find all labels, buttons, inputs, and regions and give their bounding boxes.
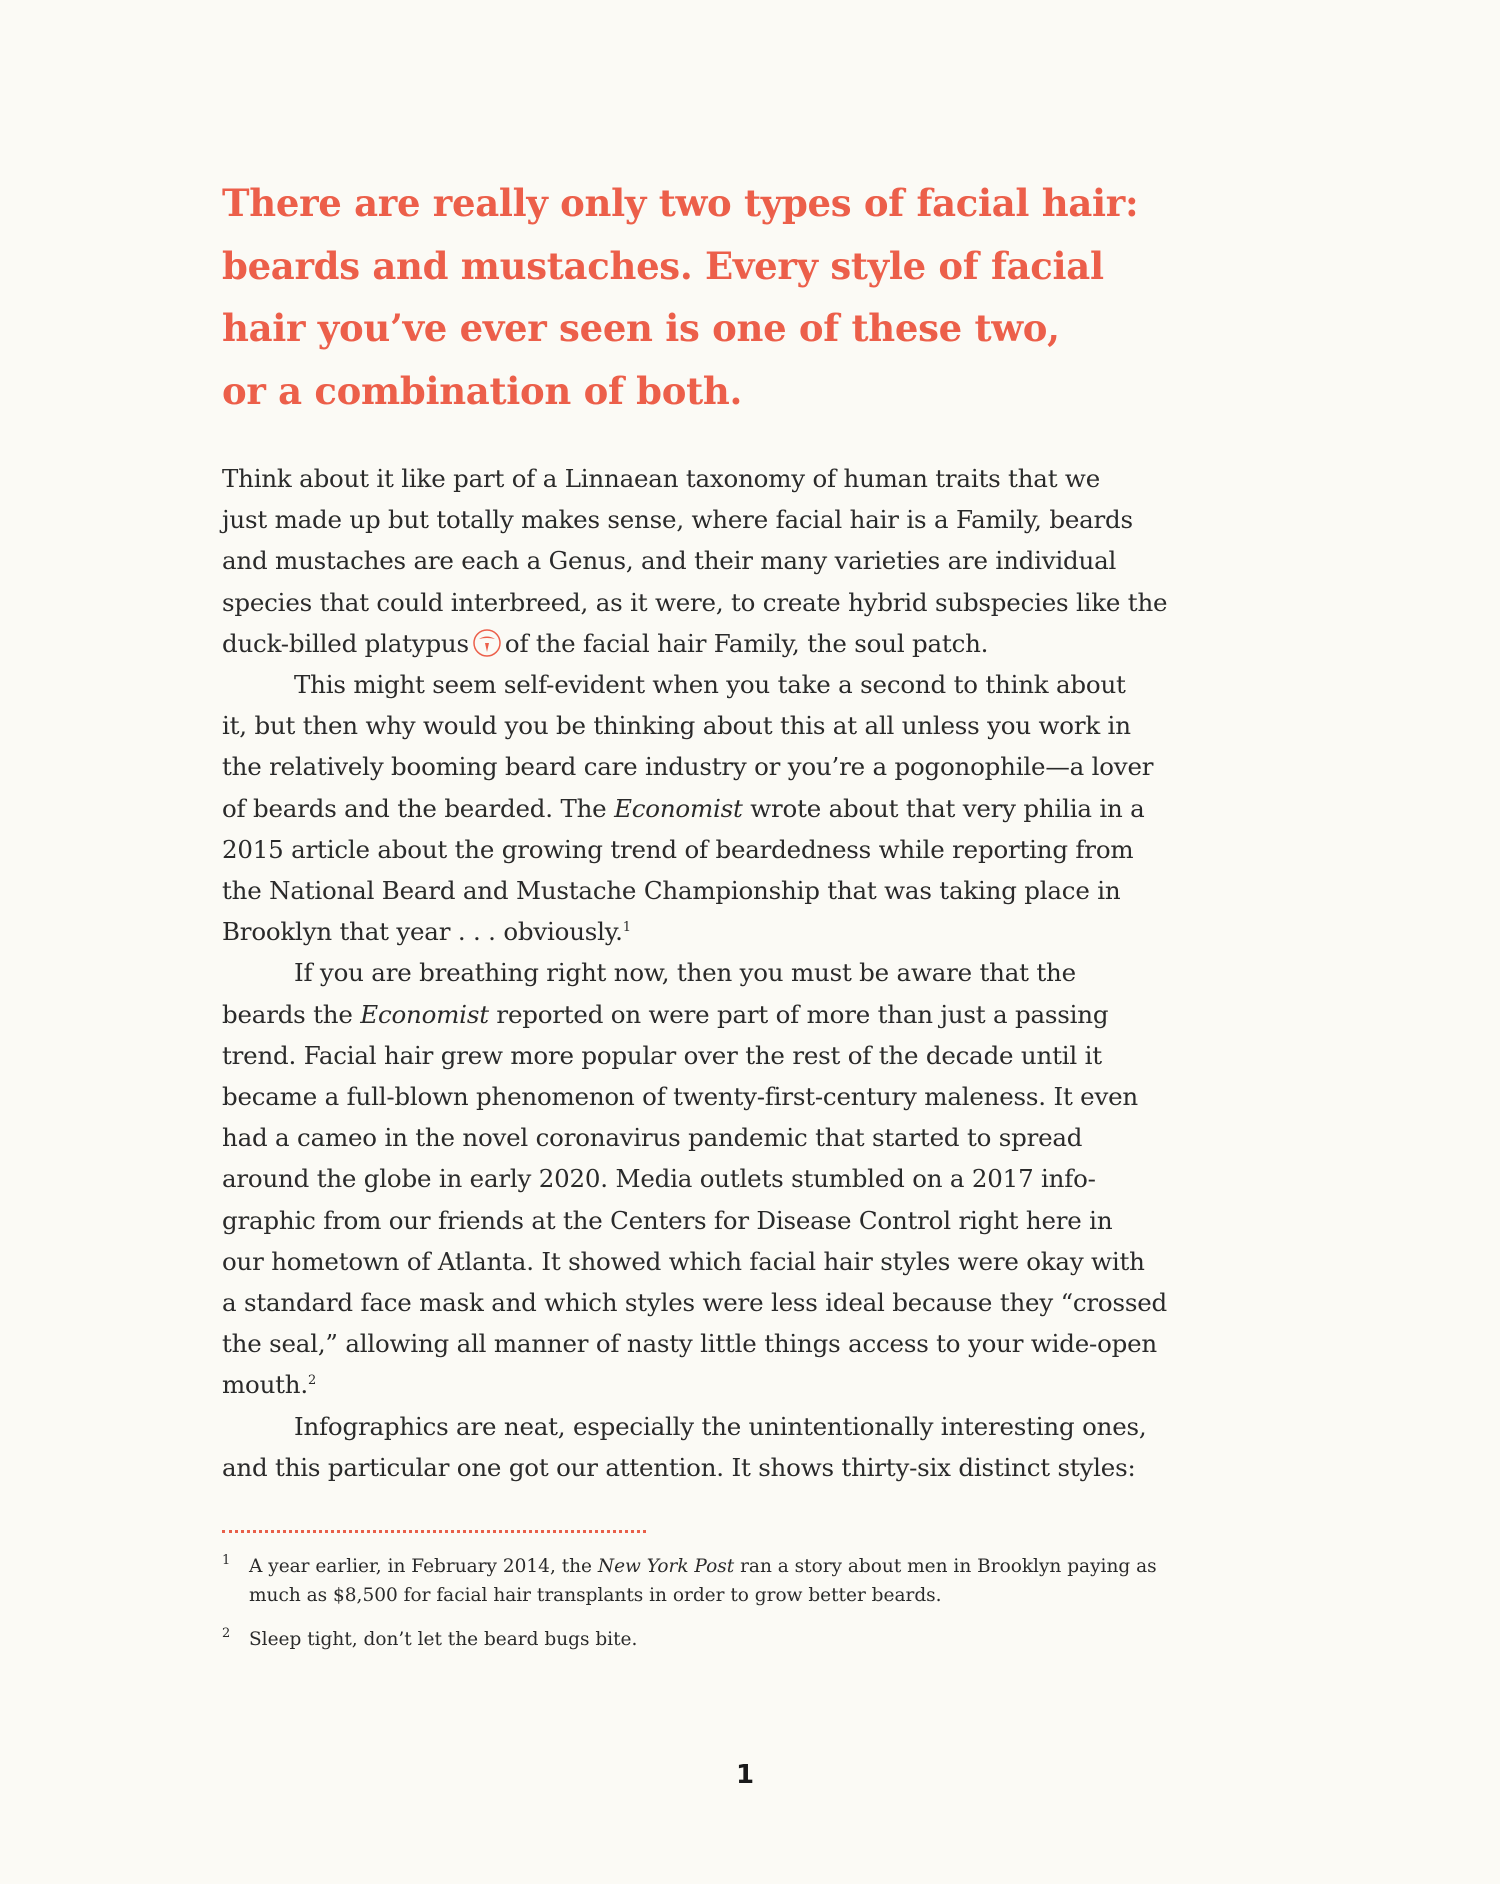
body-line [222, 705, 1282, 746]
body-text-segment: it, but then why would you be thinking about this at all unless you work in [222, 711, 1131, 741]
body-text [222, 458, 1282, 1488]
footnote-divider [222, 1530, 646, 1533]
body-line [222, 746, 1282, 787]
body-line [222, 1117, 1282, 1158]
heading-line: There are really only two types of facial hair: [222, 181, 1139, 225]
body-text-segment: Brooklyn that year . . . obviously. [222, 917, 623, 947]
body-text-segment: a standard face mask and which styles were less ideal because they “crossed [222, 1288, 1168, 1318]
body-line [222, 829, 1282, 870]
body-text-segment: Think about it like part of a Linnaean taxonomy of human traits that we [222, 464, 1100, 493]
body-text-segment: 2015 article about the growing trend of beardedness while reporting from [222, 834, 1134, 864]
soul-patch-icon [472, 628, 502, 658]
body-line [222, 952, 1282, 993]
body-text-segment: had a cameo in the novel coronavirus pandemic that started to spread [222, 1123, 1083, 1153]
body-line [222, 540, 1282, 581]
body-text-segment: reported on were part of more than just a passing [488, 999, 1109, 1029]
body-text-segment: If you are breathing right now, then you must be aware that the [294, 958, 1076, 988]
body-line [222, 1241, 1282, 1282]
heading-line: or a combination of both. [222, 368, 743, 413]
heading-line: beards and mustaches. Every style of facial [222, 243, 1104, 288]
body-text-segment: and this particular one got our attention. It shows thirty-six distinct styles: [222, 1452, 1136, 1482]
footnote-ref: 1 [622, 920, 631, 936]
body-text-segment: the relatively booming beard care industry or you’re a pogonophile—a lover [222, 752, 1154, 782]
footnote-text: ran a story about men in Brooklyn paying as [734, 1556, 1157, 1577]
page-number: 1 [736, 1760, 755, 1790]
body-line [222, 499, 1282, 540]
body-line [222, 1200, 1282, 1241]
footnote-text: much as $8,500 for facial hair transplants in order to grow better beards. [249, 1585, 942, 1606]
body-line [222, 994, 1282, 1035]
footnote-text: A year earlier, in February 2014, the [249, 1556, 598, 1577]
body-line [222, 1447, 1282, 1488]
footnote-number: 2 [222, 1626, 231, 1641]
body-text-segment: wrote about that very philia in a [742, 793, 1145, 823]
body-text-segment: Infographics are neat, especially the unintentionally interesting ones, [294, 1411, 1147, 1441]
footnote-1 [222, 1552, 1282, 1610]
publication-title: New York Post [597, 1556, 735, 1577]
body-text-segment: our hometown of Atlanta. It showed which facial hair styles were okay with [222, 1246, 1145, 1276]
publication-title: Economist [614, 793, 743, 823]
body-text-segment: mouth. [222, 1370, 308, 1400]
body-text-segment: and mustaches are each a Genus, and their many varieties are individual [222, 546, 1117, 576]
footnote-number: 1 [222, 1553, 231, 1568]
body-text-segment: of beards and the bearded. The [222, 793, 615, 823]
body-line [222, 623, 1282, 664]
pull-quote-heading [222, 172, 1322, 422]
body-text-segment: graphic from our friends at the Centers for Disease Control right here in [222, 1205, 1113, 1235]
body-line [222, 582, 1282, 623]
body-text-segment: duck-billed platypus [222, 628, 469, 658]
body-line [222, 664, 1282, 705]
body-line [222, 788, 1282, 829]
body-line [222, 1323, 1282, 1364]
heading-line: hair you’ve ever seen is one of these two, [222, 306, 1060, 350]
body-text-segment: beards the [222, 999, 361, 1029]
body-text-segment: became a full-blown phenomenon of twenty-first-century maleness. It even [222, 1082, 1138, 1112]
body-line [222, 1282, 1282, 1323]
body-line [222, 1076, 1282, 1117]
body-line [222, 1364, 1282, 1405]
body-line [222, 1406, 1282, 1447]
body-text-segment: just made up but totally makes sense, where facial hair is a Family, beards [222, 505, 1133, 535]
body-text-segment: the National Beard and Mustache Championship that was taking place in [222, 876, 1121, 906]
body-line [222, 1158, 1282, 1199]
body-text-segment: trend. Facial hair grew more popular over the rest of the decade until it [222, 1040, 1102, 1070]
body-text-segment: the seal,” allowing all manner of nasty little things access to your wide-open [222, 1329, 1157, 1359]
body-text-segment: of the facial hair Family, the soul patch. [504, 628, 989, 658]
body-line [222, 458, 1282, 499]
body-line [222, 911, 1282, 952]
footnote-2 [222, 1625, 1282, 1654]
body-text-segment: species that could interbreed, as it were, to create hybrid subspecies like the [222, 587, 1168, 617]
body-text-segment: around the globe in early 2020. Media outlets stumbled on a 2017 info- [222, 1164, 1096, 1194]
body-line [222, 870, 1282, 911]
body-line [222, 1035, 1282, 1076]
body-text-segment: This might seem self-evident when you take a second to think about [294, 670, 1126, 700]
publication-title: Economist [360, 999, 489, 1029]
footnote-ref: 2 [307, 1373, 317, 1389]
footnote-text: Sleep tight, don’t let the beard bugs bite. [249, 1629, 638, 1650]
